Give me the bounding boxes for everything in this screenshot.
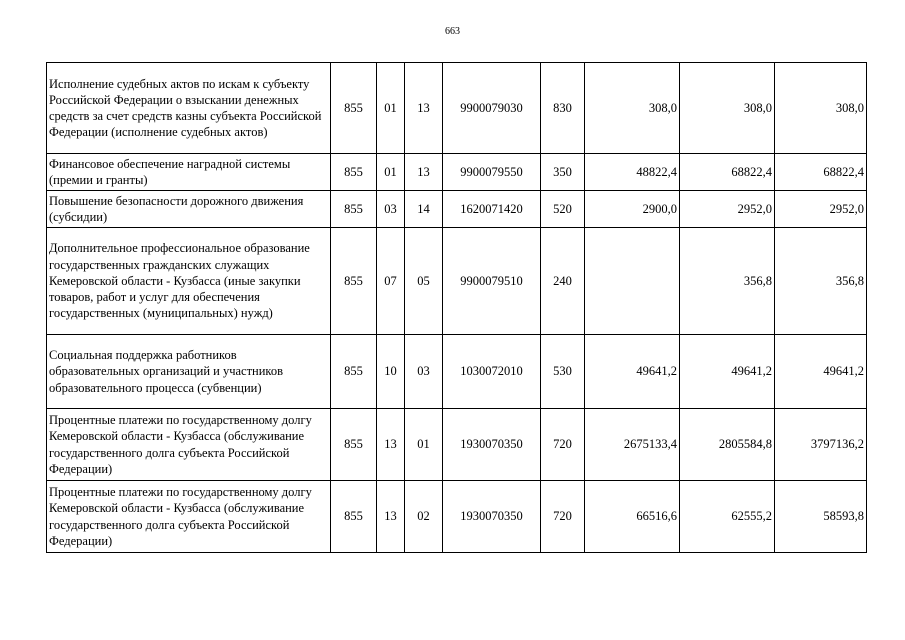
row-name: Повышение безопасности дорожного движения (субсидии) [47, 191, 331, 228]
table-row [47, 481, 867, 553]
section-code: 13 [377, 409, 405, 481]
table-row [47, 191, 867, 228]
expense-type-code: 240 [541, 228, 585, 335]
amount-2: 2952,0 [680, 191, 775, 228]
subsection-code: 13 [405, 154, 443, 191]
expense-type-code: 720 [541, 409, 585, 481]
amount-2: 62555,2 [680, 481, 775, 553]
table-row [47, 63, 867, 154]
amount-1: 2675133,4 [585, 409, 680, 481]
amount-2: 356,8 [680, 228, 775, 335]
table-row [47, 154, 867, 191]
row-name: Процентные платежи по государственному долгу Кемеровской области - Кузбасса (обслуживание государственного долга субъекта Российской Федерации) [47, 409, 331, 481]
row-name: Процентные платежи по государственному долгу Кемеровской области - Кузбасса (обслуживание государственного долга субъекта Российской Федерации) [47, 481, 331, 553]
expense-type-code: 530 [541, 335, 585, 409]
amount-1: 48822,4 [585, 154, 680, 191]
subsection-code: 01 [405, 409, 443, 481]
amount-2: 308,0 [680, 63, 775, 154]
amount-3: 3797136,2 [775, 409, 867, 481]
row-name: Финансовое обеспечение наградной системы (премии и гранты) [47, 154, 331, 191]
amount-1: 308,0 [585, 63, 680, 154]
amount-3: 308,0 [775, 63, 867, 154]
ved-code: 855 [331, 481, 377, 553]
table-row [47, 409, 867, 481]
section-code: 01 [377, 63, 405, 154]
amount-1 [585, 228, 680, 335]
amount-3: 58593,8 [775, 481, 867, 553]
target-item-code: 1620071420 [443, 191, 541, 228]
page-number: 663 [445, 26, 460, 37]
amount-3: 356,8 [775, 228, 867, 335]
subsection-code: 13 [405, 63, 443, 154]
table-row [47, 228, 867, 335]
target-item-code: 9900079030 [443, 63, 541, 154]
amount-3: 2952,0 [775, 191, 867, 228]
budget-table [46, 62, 867, 553]
expense-type-code: 830 [541, 63, 585, 154]
subsection-code: 14 [405, 191, 443, 228]
amount-3: 49641,2 [775, 335, 867, 409]
target-item-code: 1930070350 [443, 409, 541, 481]
row-name: Социальная поддержка работников образовательных организаций и участников образовательного процесса (субвенции) [47, 335, 331, 409]
ved-code: 855 [331, 335, 377, 409]
amount-2: 2805584,8 [680, 409, 775, 481]
expense-type-code: 520 [541, 191, 585, 228]
amount-1: 49641,2 [585, 335, 680, 409]
amount-2: 49641,2 [680, 335, 775, 409]
amount-3: 68822,4 [775, 154, 867, 191]
target-item-code: 9900079550 [443, 154, 541, 191]
section-code: 13 [377, 481, 405, 553]
subsection-code: 05 [405, 228, 443, 335]
target-item-code: 1030072010 [443, 335, 541, 409]
ved-code: 855 [331, 228, 377, 335]
expense-type-code: 720 [541, 481, 585, 553]
section-code: 01 [377, 154, 405, 191]
ved-code: 855 [331, 63, 377, 154]
ved-code: 855 [331, 409, 377, 481]
amount-2: 68822,4 [680, 154, 775, 191]
amount-1: 2900,0 [585, 191, 680, 228]
amount-1: 66516,6 [585, 481, 680, 553]
section-code: 07 [377, 228, 405, 335]
expense-type-code: 350 [541, 154, 585, 191]
subsection-code: 03 [405, 335, 443, 409]
row-name: Исполнение судебных актов по искам к субъекту Российской Федерации о взыскании денежных средств за счет средств казны субъекта Российской Федерации (исполнение судебных актов) [47, 63, 331, 154]
section-code: 03 [377, 191, 405, 228]
table-row [47, 335, 867, 409]
subsection-code: 02 [405, 481, 443, 553]
target-item-code: 1930070350 [443, 481, 541, 553]
ved-code: 855 [331, 154, 377, 191]
row-name: Дополнительное профессиональное образование государственных гражданских служащих Кемеровской области - Кузбасса (иные закупки товаров, работ и услуг для обеспечения государственных (муниципальных) нужд) [47, 228, 331, 335]
ved-code: 855 [331, 191, 377, 228]
target-item-code: 9900079510 [443, 228, 541, 335]
section-code: 10 [377, 335, 405, 409]
